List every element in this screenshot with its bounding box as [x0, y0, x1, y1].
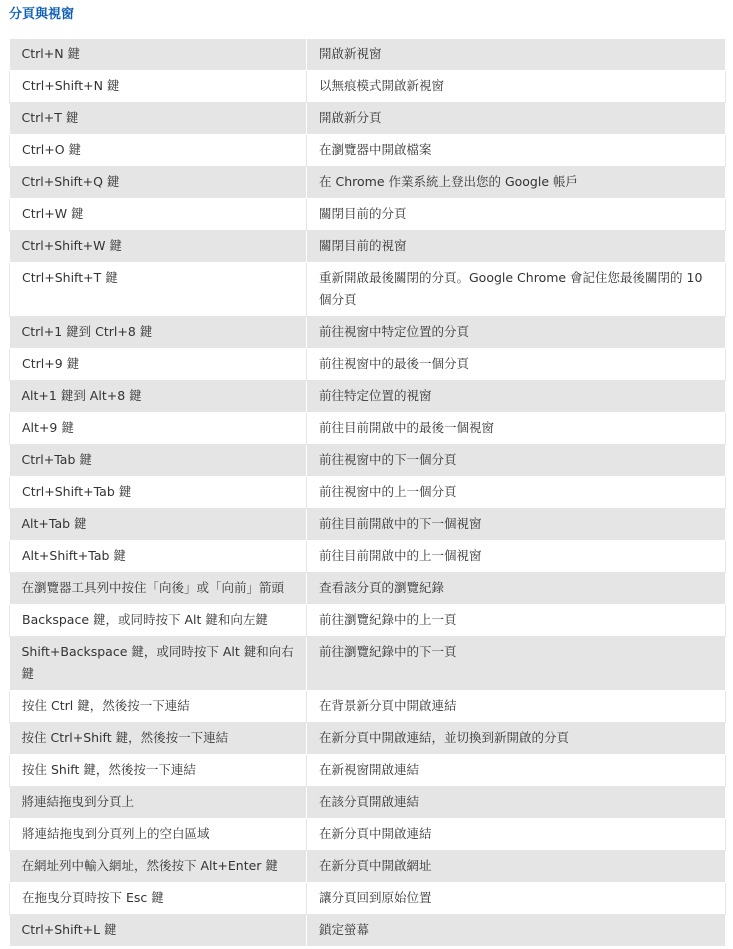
shortcut-key-cell: Ctrl+N 鍵 [10, 39, 307, 71]
table-row [10, 263, 726, 317]
shortcut-key-cell: 將連結拖曳到分頁上 [10, 787, 307, 819]
shortcut-key-cell: Alt+9 鍵 [10, 413, 307, 445]
shortcut-key-cell: Shift+Backspace 鍵，或同時按下 Alt 鍵和向右鍵 [10, 637, 307, 691]
shortcut-action-cell: 在該分頁開啟連結 [307, 787, 726, 819]
shortcut-action-cell: 鎖定螢幕 [307, 915, 726, 947]
shortcut-key-cell: 按住 Ctrl+Shift 鍵，然後按一下連結 [10, 723, 307, 755]
shortcut-action-cell: 讓分頁回到原始位置 [307, 883, 726, 915]
table-row [10, 445, 726, 477]
shortcut-key-cell: Ctrl+T 鍵 [10, 103, 307, 135]
shortcut-action-cell: 開啟新視窗 [307, 39, 726, 71]
shortcut-key-cell: 在拖曳分頁時按下 Esc 鍵 [10, 883, 307, 915]
shortcut-action-cell: 前往目前開啟中的上一個視窗 [307, 541, 726, 573]
table-row [10, 819, 726, 851]
shortcut-key-cell: Ctrl+Tab 鍵 [10, 445, 307, 477]
shortcut-key-cell: 在瀏覽器工具列中按住「向後」或「向前」箭頭 [10, 573, 307, 605]
table-row [10, 541, 726, 573]
shortcut-key-cell: Ctrl+Shift+T 鍵 [10, 263, 307, 317]
shortcut-key-cell: Ctrl+Shift+L 鍵 [10, 915, 307, 947]
table-row [10, 915, 726, 947]
shortcut-action-cell: 前往瀏覽紀錄中的上一頁 [307, 605, 726, 637]
shortcut-key-cell: Alt+Shift+Tab 鍵 [10, 541, 307, 573]
shortcut-action-cell: 在 Chrome 作業系統上登出您的 Google 帳戶 [307, 167, 726, 199]
shortcut-action-cell: 前往特定位置的視窗 [307, 381, 726, 413]
table-row [10, 71, 726, 103]
table-row [10, 199, 726, 231]
shortcut-action-cell: 前往視窗中的最後一個分頁 [307, 349, 726, 381]
table-row [10, 605, 726, 637]
shortcut-key-cell: Ctrl+Shift+Tab 鍵 [10, 477, 307, 509]
table-row [10, 477, 726, 509]
shortcut-key-cell: Ctrl+Shift+Q 鍵 [10, 167, 307, 199]
shortcut-action-cell: 前往目前開啟中的下一個視窗 [307, 509, 726, 541]
table-row [10, 851, 726, 883]
table-row [10, 509, 726, 541]
table-row [10, 231, 726, 263]
table-row [10, 135, 726, 167]
table-row [10, 349, 726, 381]
table-row [10, 723, 726, 755]
table-row [10, 39, 726, 71]
shortcut-action-cell: 在瀏覽器中開啟檔案 [307, 135, 726, 167]
table-row [10, 787, 726, 819]
shortcut-key-cell: Ctrl+9 鍵 [10, 349, 307, 381]
shortcut-table [9, 39, 726, 947]
shortcut-key-cell: Ctrl+1 鍵到 Ctrl+8 鍵 [10, 317, 307, 349]
shortcut-key-cell: Ctrl+O 鍵 [10, 135, 307, 167]
shortcut-key-cell: 將連結拖曳到分頁列上的空白區域 [10, 819, 307, 851]
table-row [10, 573, 726, 605]
shortcut-action-cell: 在新分頁中開啟連結，並切換到新開啟的分頁 [307, 723, 726, 755]
shortcut-table-body [10, 39, 726, 947]
shortcut-key-cell: Backspace 鍵，或同時按下 Alt 鍵和向左鍵 [10, 605, 307, 637]
shortcut-key-cell: 在網址列中輸入網址，然後按下 Alt+Enter 鍵 [10, 851, 307, 883]
shortcut-action-cell: 前往視窗中的上一個分頁 [307, 477, 726, 509]
shortcut-action-cell: 關閉目前的視窗 [307, 231, 726, 263]
table-row [10, 883, 726, 915]
shortcut-action-cell: 前往視窗中的下一個分頁 [307, 445, 726, 477]
shortcut-action-cell: 以無痕模式開啟新視窗 [307, 71, 726, 103]
section-title: 分頁與視窗 [9, 7, 75, 22]
shortcut-action-cell: 重新開啟最後關閉的分頁。Google Chrome 會記住您最後關閉的 10 個分頁 [307, 263, 726, 317]
table-row [10, 637, 726, 691]
shortcut-action-cell: 關閉目前的分頁 [307, 199, 726, 231]
table-row [10, 381, 726, 413]
shortcut-key-cell: 按住 Shift 鍵，然後按一下連結 [10, 755, 307, 787]
shortcut-action-cell: 在背景新分頁中開啟連結 [307, 691, 726, 723]
shortcut-key-cell: 按住 Ctrl 鍵，然後按一下連結 [10, 691, 307, 723]
shortcut-action-cell: 查看該分頁的瀏覽紀錄 [307, 573, 726, 605]
shortcut-action-cell: 在新分頁中開啟網址 [307, 851, 726, 883]
shortcut-key-cell: Ctrl+Shift+W 鍵 [10, 231, 307, 263]
table-row [10, 103, 726, 135]
shortcut-action-cell: 在新視窗開啟連結 [307, 755, 726, 787]
table-row [10, 691, 726, 723]
shortcut-action-cell: 前往瀏覽紀錄中的下一頁 [307, 637, 726, 691]
shortcut-key-cell: Alt+1 鍵到 Alt+8 鍵 [10, 381, 307, 413]
table-row [10, 167, 726, 199]
shortcut-action-cell: 前往目前開啟中的最後一個視窗 [307, 413, 726, 445]
shortcut-key-cell: Ctrl+Shift+N 鍵 [10, 71, 307, 103]
shortcut-key-cell: Ctrl+W 鍵 [10, 199, 307, 231]
table-row [10, 413, 726, 445]
shortcut-action-cell: 在新分頁中開啟連結 [307, 819, 726, 851]
shortcut-action-cell: 前往視窗中特定位置的分頁 [307, 317, 726, 349]
table-row [10, 317, 726, 349]
shortcut-action-cell: 開啟新分頁 [307, 103, 726, 135]
table-row [10, 755, 726, 787]
shortcut-key-cell: Alt+Tab 鍵 [10, 509, 307, 541]
